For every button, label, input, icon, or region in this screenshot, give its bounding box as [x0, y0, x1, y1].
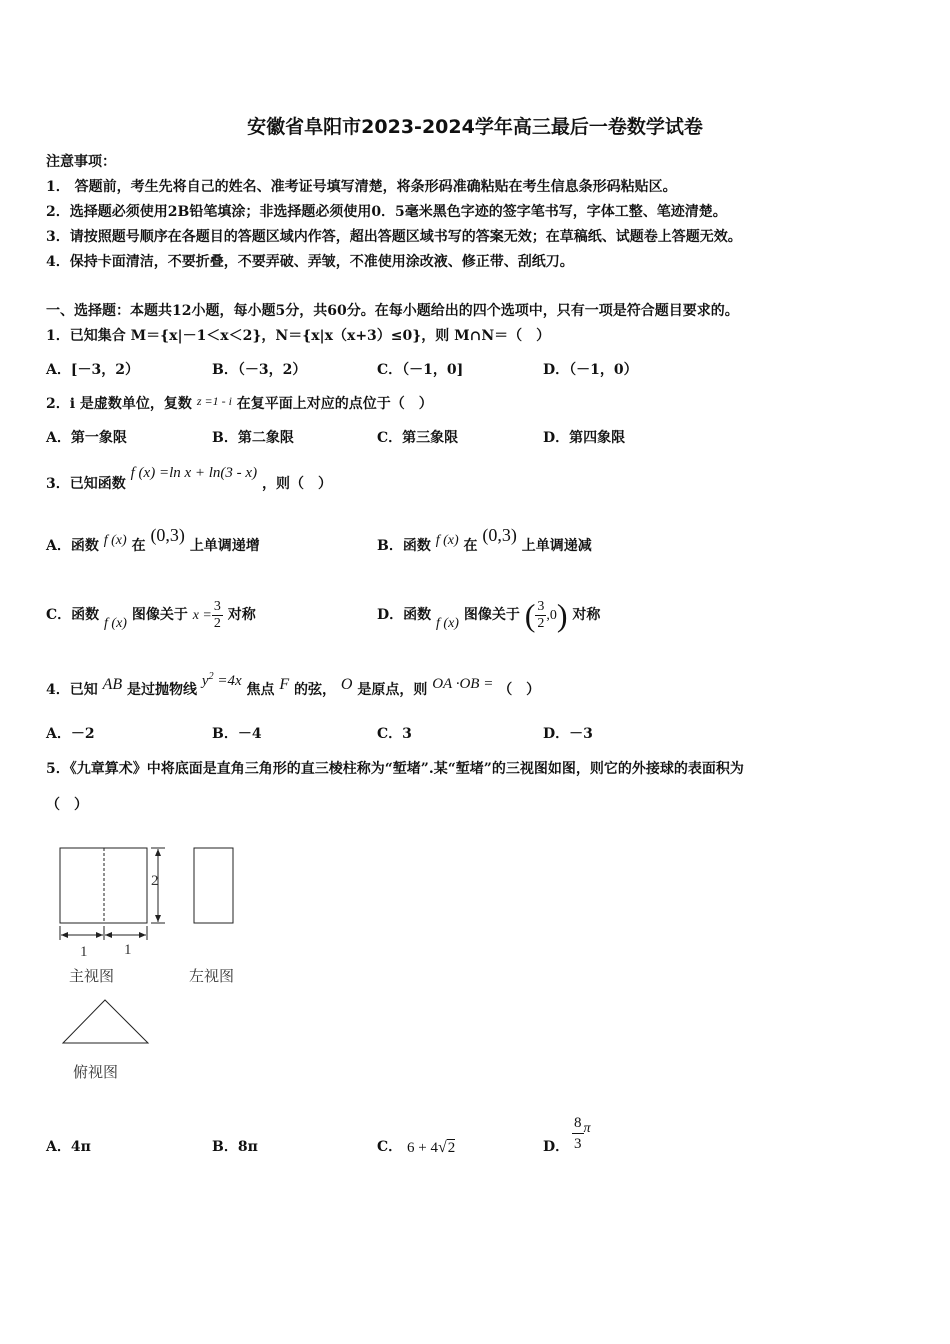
q5-option-d-pi: π — [583, 1121, 591, 1136]
q3-point-tail: ,0 — [546, 608, 557, 623]
q5-option-c-expr: 6 + 4 — [407, 1140, 438, 1156]
q4-dot-product: OA ·OB = — [432, 676, 494, 692]
q4-stem-text: 4．已知 — [46, 682, 98, 698]
q3-stem-text: ，则（ ） — [261, 476, 332, 492]
q3-option-b-text: 在 — [463, 538, 478, 554]
q3-option-d-text: 对称 — [572, 607, 601, 623]
q2-option-d: D．第四象限 — [543, 430, 626, 446]
height-label: 2 — [151, 873, 159, 889]
notice-item: 3．请按照题号顺序在各题目的答题区域内作答，超出答题区域书写的答案无效；在草稿纸、试题卷上答题无效。 — [46, 229, 742, 245]
q3-option-c-text: 图像关于 — [131, 607, 188, 623]
q5-option-d-math — [572, 1113, 591, 1154]
q3-stem-text: 3．已知函数 — [46, 476, 126, 492]
q3-frac-den: 2 — [537, 615, 545, 631]
q5-option-c-math: 6 + 4√2 — [407, 1139, 456, 1156]
side-view-rect — [194, 848, 233, 923]
q2-stem-text: 在复平面上对应的点位于（ ） — [236, 396, 433, 412]
q3-fraction — [212, 599, 223, 632]
q1-option-d: D．（－1，0） — [543, 362, 638, 378]
q3-option-d-text: 图像关于 — [463, 607, 520, 623]
question-2-stem — [46, 394, 433, 414]
q2-option-c: C．第三象限 — [377, 430, 459, 446]
notice-item: 2．选择题必须使用2B铅笔填涂；非选择题必须使用0．5毫米黑色字迹的签字笔书写，字体工整、笔迹清楚。 — [46, 204, 727, 220]
question-5-stem: 5．《九章算术》中将底面是直角三角形的直三棱柱称为“堑堵”.某“堑堵”的三视图如图，则它的外接球的表面积为 — [46, 761, 744, 777]
q3-fx: f (x) — [104, 616, 127, 631]
page-title: 安徽省阜阳市2023-2024学年高三最后一卷数学试卷 — [247, 116, 703, 138]
notice-heading: 注意事项： — [46, 154, 116, 170]
q3-option-c-text: C．函数 — [46, 607, 100, 623]
q3-option-c — [46, 596, 256, 635]
question-3-stem — [46, 465, 332, 494]
q3-interval: (0,3) — [150, 525, 185, 545]
q5-option-d — [543, 1137, 569, 1157]
q3-point-fraction — [535, 599, 546, 632]
section-heading: 一、选择题：本题共12小题，每小题5分，共60分。在每小题给出的四个选项中，只有一项是符合题目要求的。 — [46, 303, 739, 319]
q5-option-b: B．8π — [212, 1139, 258, 1155]
q2-stem-text: 2．i 是虚数单位，复数 — [46, 396, 192, 412]
q3-function: f (x) =ln x + ln(3 - x) — [130, 465, 258, 481]
q5-option-c-label: C． — [377, 1139, 403, 1155]
q4-stem-text: 焦点 — [246, 682, 275, 698]
q1-stem-math: M＝{x|－1＜x＜2}，N＝{x|x（x+3）≤0}，则 M∩N＝（ ） — [130, 328, 551, 344]
q3-option-a-text: 上单调递增 — [189, 538, 260, 554]
q3-option-a-text: 在 — [131, 538, 146, 554]
q3-option-a — [46, 525, 260, 557]
q5-option-a: A．4π — [46, 1139, 91, 1155]
q5-option-d-label: D． — [543, 1139, 570, 1155]
q3-option-a-text: A．函数 — [46, 538, 99, 554]
q3-frac-num: 3 — [537, 598, 545, 614]
top-view-label: 俯视图 — [73, 1063, 119, 1081]
q2-option-a: A．第一象限 — [46, 430, 127, 446]
q4-origin: O — [340, 676, 353, 693]
q4-parabola-exp: 2 — [208, 671, 214, 682]
q4-parabola-y: y — [201, 673, 209, 689]
q4-option-b: B．－4 — [212, 726, 262, 742]
q3-fx: f (x) — [103, 533, 127, 548]
notice-item: 1． 答题前，考生先将自己的姓名、准考证号填写清楚，将条形码准确粘贴在考生信息条形码粘贴区。 — [46, 179, 677, 195]
q3-option-c-text: 对称 — [227, 607, 256, 623]
q4-stem-text: （ ） — [498, 682, 541, 698]
q5-option-d-num: 8 — [572, 1113, 584, 1134]
q5-option-c — [377, 1137, 455, 1157]
q4-parabola-rhs: =4x — [213, 673, 242, 689]
q4-stem-text: 的弦， — [294, 682, 337, 698]
q1-option-a: A．[－3，2） — [46, 362, 139, 378]
q3-option-b-text: B．函数 — [377, 538, 431, 554]
q5-option-d-fraction — [572, 1113, 584, 1154]
q3-option-b-text: 上单调递减 — [521, 538, 592, 554]
q3-option-d: D．函数 f (x) 图像关于 ( $\frac{3}{2}$ ,0) 对称 — [377, 597, 601, 633]
q5-option-d-den: 3 — [574, 1136, 582, 1152]
q1-stem-text: 1．已知集合 — [46, 328, 126, 344]
q5-option-c-radicand: 2 — [447, 1140, 456, 1156]
q4-option-a: A．－2 — [46, 726, 95, 742]
q3-option-d-text: D．函数 — [377, 607, 432, 623]
q4-stem-text: 是过抛物线 — [127, 682, 198, 698]
q3-interval: (0,3) — [482, 525, 517, 545]
q4-parabola — [202, 673, 242, 689]
q3-frac-den: 2 — [213, 615, 221, 631]
q4-stem-text: 是原点，则 — [357, 682, 428, 698]
question-1-stem — [46, 326, 550, 346]
notice-item: 4．保持卡面清洁，不要折叠，不要弄破、弄皱，不准使用涂改液、修正带、刮纸刀。 — [46, 254, 574, 270]
width-label-2: 1 — [124, 942, 132, 958]
q3-frac-num: 3 — [213, 598, 221, 614]
q3-fx: f (x) — [435, 533, 459, 548]
side-view-label: 左视图 — [189, 967, 235, 985]
q4-ab: AB — [102, 676, 123, 693]
q4-option-d: D．－3 — [543, 726, 593, 742]
q4-option-c: C．3 — [377, 726, 412, 742]
q4-focus: F — [279, 676, 290, 693]
q1-option-b: B．（－3，2） — [212, 362, 307, 378]
q2-complex: z =1 - i — [196, 394, 232, 408]
width-label-1: 1 — [80, 944, 88, 960]
q2-option-b: B．第二象限 — [212, 430, 294, 446]
top-view-triangle — [63, 1000, 148, 1043]
q1-option-c: C．（－1，0] — [377, 362, 464, 378]
q3-option-b — [377, 525, 592, 557]
q3-x-eq: x = — [192, 608, 212, 623]
question-5-paren: （ ） — [46, 797, 88, 813]
question-4-stem — [46, 671, 541, 700]
front-view-label: 主视图 — [69, 967, 115, 985]
q3-fx: f (x) — [436, 616, 459, 631]
